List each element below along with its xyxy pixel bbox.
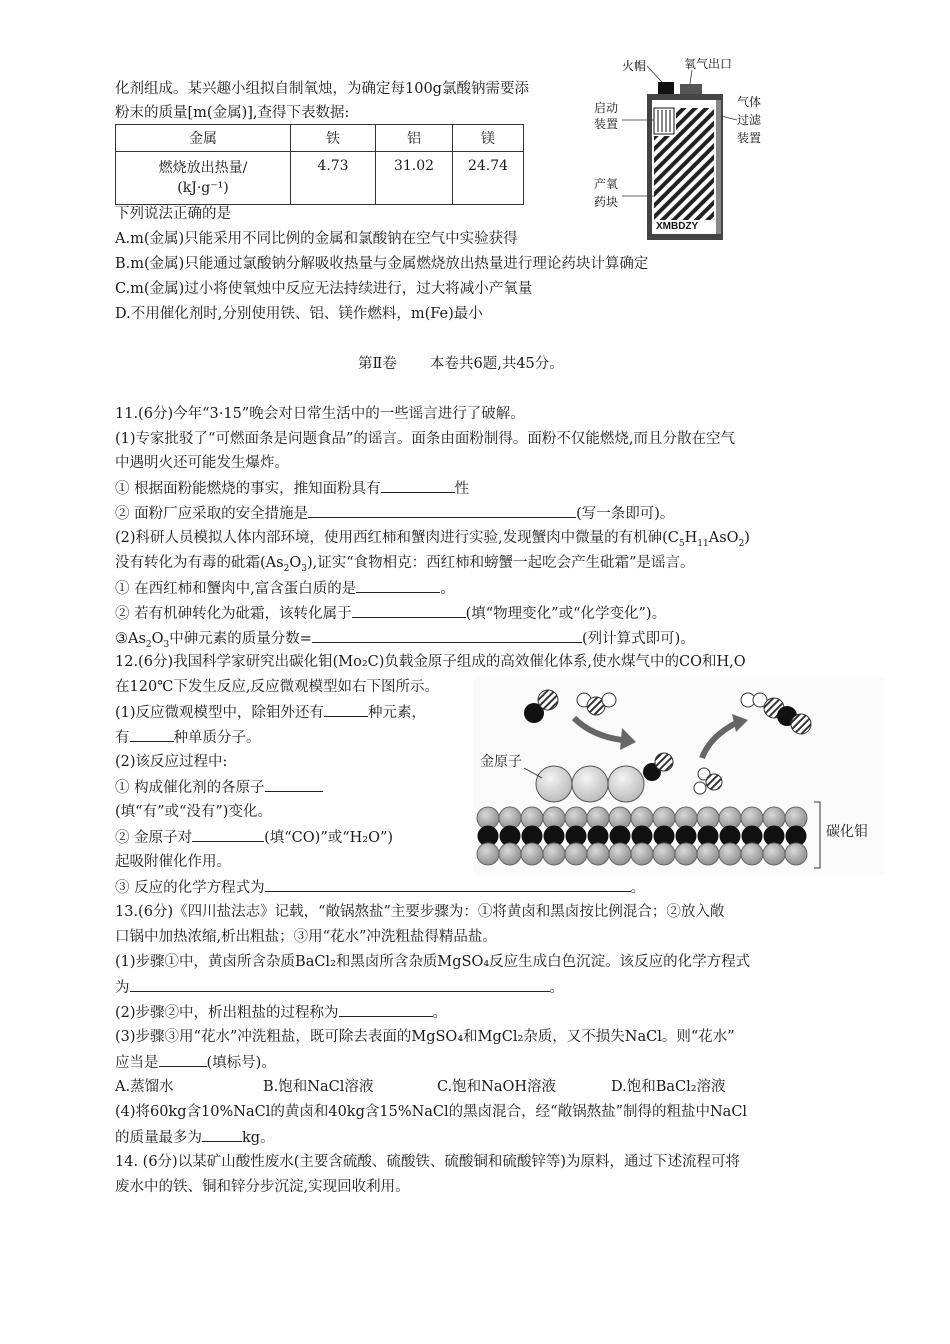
oxygen-block-shape	[654, 136, 714, 228]
q11-line-7: 没有转化为有毒的砒霜$(As_2O_3)$,证实“食物相克：西红柿和螃蟹一起吃会产生砒霜”是谣言。	[115, 555, 695, 574]
label-filter-1: 气体	[737, 95, 762, 109]
q13-line-10: 的质量最多为 kg。	[115, 1127, 275, 1148]
q10-option-c: C.m(金属)过小将使氧烛中反应无法持续进行，过大将减小产氧量	[115, 281, 533, 297]
answer-blank[interactable]	[192, 827, 264, 842]
answer-blank[interactable]	[352, 603, 466, 618]
q13-line-9: (4)将60kg含10%NaCl的黄卤和40kg含15%NaCl的黑卤混合，经“敞锅熬盐”制得的粗盐中NaCl	[115, 1104, 748, 1120]
q11-line-2: (1)专家批驳了“可燃面条是问题食品”的谣言。面条由面粉制得。面粉不仅能燃烧,而且分散在空气	[115, 431, 735, 447]
support-atom	[675, 843, 697, 865]
support-atom	[719, 843, 741, 865]
table-row	[116, 152, 524, 205]
row-label-line-1: 燃烧放出热量/	[158, 160, 248, 176]
support-atom	[477, 843, 499, 865]
label-filter-2: 过滤	[737, 113, 762, 127]
mo2c-label: 碳化钼	[826, 824, 868, 840]
label-start-2: 装置	[594, 117, 619, 131]
q11-line-9: ② 若有机砷转化为砒霜，该转化属于 (填“物理变化”或“化学变化”)。	[115, 603, 666, 624]
q12-line-7: (填“有”或“没有”)变化。	[115, 804, 272, 820]
answer-blank[interactable]	[356, 578, 440, 593]
q11-line-6: (2)科研人员模拟人体内部环境，使用西红柿和蟹肉进行实验,发现蟹肉中微量的有机砷$(C_5H_{11}AsO_2)$	[115, 530, 750, 549]
q14-line-2: 废水中的铁、铜和锌分步沉淀,实现回收利用。	[115, 1179, 410, 1195]
q11-line-1: 11.(6分)今年“3·15”晚会对日常生活中的一些谣言进行了破解。	[115, 406, 525, 422]
watermark: XMBDZY	[656, 221, 699, 232]
table-header-metal: 金属	[116, 125, 291, 152]
q13-line-5: (2)步骤②中，析出粗盐的过程称为 。	[115, 1002, 447, 1023]
q12-line-9: 起吸附催化作用。	[115, 854, 231, 870]
q10-option-a: A.m(金属)只能采用不同比例的金属和氯酸钠在空气中实验获得	[115, 231, 518, 247]
gold-atom	[536, 766, 572, 802]
q12-line-4: 有 种单质分子。	[115, 727, 261, 748]
outlet-shape	[680, 84, 702, 94]
h2o-h	[602, 693, 616, 707]
support-atom	[565, 843, 587, 865]
row-label-line-2: (kJ·g⁻¹)	[177, 180, 229, 196]
section-desc: 本卷共6题,共45分。	[430, 356, 564, 372]
label-cap: 火帽	[622, 59, 647, 73]
q12-line-8: ② 金原子对 (填“CO)”或“H₂O”)	[115, 827, 393, 848]
q13-line-1: 13.(6分)《四川盐法志》记载，“敞锅熬盐”主要步骤为：①将黄卤和黑卤按比例混合；②放入敞	[115, 904, 725, 920]
co-molecule-o	[538, 690, 558, 710]
table-header-al: 铝	[376, 125, 453, 152]
support-atom	[697, 843, 719, 865]
filter-strip	[716, 100, 721, 234]
answer-blank[interactable]	[324, 702, 368, 717]
table-row	[116, 125, 524, 152]
label-filter-3: 装置	[737, 131, 762, 145]
answer-blank[interactable]	[265, 777, 323, 792]
section-title: 第Ⅱ卷	[358, 356, 397, 372]
catalyst-model-diagram	[474, 678, 884, 874]
support-atom	[785, 843, 807, 865]
q12-line-10: ③ 反应的化学方程式为 。	[115, 877, 645, 898]
support-atom	[499, 843, 521, 865]
gold-atom-label: 金原子	[480, 754, 522, 770]
table-cell-mg: 24.74	[453, 152, 524, 205]
answer-blank[interactable]	[339, 1002, 433, 1017]
q13-option-a: A.蒸馏水	[115, 1079, 174, 1095]
answer-blank[interactable]	[381, 478, 455, 493]
support-atom	[521, 843, 543, 865]
q10-stem: 下列说法正确的是	[115, 206, 231, 222]
q13-line-2: 口锅中加热浓缩,析出粗盐；③用“花水”冲洗粗盐得精品盐。	[115, 929, 497, 945]
answer-blank[interactable]	[265, 877, 631, 892]
metal-heat-table	[115, 124, 524, 205]
q11-line-4: ① 根据面粉能燃烧的事实，推知面粉具有 性	[115, 478, 469, 499]
q13-option-b: B.饱和NaCl溶液	[263, 1079, 374, 1095]
answer-blank[interactable]	[130, 977, 550, 992]
q12-line-2: 在120℃下发生反应,反应微观模型如右下图所示。	[115, 679, 440, 695]
label-block-1: 产氧	[594, 177, 619, 191]
gold-atom	[608, 766, 644, 802]
q13-line-7: 应当是 (填标号)。	[115, 1052, 276, 1073]
q13-option-d: D.饱和BaCl₂溶液	[611, 1079, 726, 1095]
oxygen-candle-diagram	[592, 50, 777, 250]
cap-shape	[658, 82, 674, 96]
q11-line-5: ② 面粉厂应采取的安全措施是 (写一条即可)。	[115, 503, 674, 524]
answer-blank[interactable]	[312, 628, 582, 643]
q12-line-5: (2)该反应过程中:	[115, 754, 228, 770]
table-cell-al: 31.02	[376, 152, 453, 205]
label-start-1: 启动	[594, 101, 619, 115]
q13-line-4: 为 。	[115, 977, 564, 998]
intro-line-1: 化剂组成。某兴趣小组拟自制氧烛，为确定每100g氯酸钠需要添	[115, 81, 529, 97]
label-block-2: 药块	[594, 195, 619, 209]
label-outlet: 氧气出口	[684, 57, 733, 71]
q14-line-1: 14. (6分)以某矿山酸性废水(主要含硫酸、硫酸铁、硫酸铜和硫酸锌等)为原料，通过下述流程可将	[115, 1154, 741, 1170]
q11-line-3: 中遇明火还可能发生爆炸。	[115, 455, 289, 471]
co2-o	[791, 714, 811, 734]
table-cell-fe: 4.73	[291, 152, 376, 205]
support-atom	[631, 843, 653, 865]
q10-option-b: B.m(金属)只能通过氯酸钠分解吸收热量与金属燃烧放出热量进行理论药块计算确定	[115, 256, 649, 272]
q12-line-1: 12.(6分)我国科学家研究出碳化钼(Mo₂C)负载金原子组成的高效催化体系,使水煤气中的CO和H,O	[115, 654, 746, 670]
support-atom	[609, 843, 631, 865]
support-atom	[741, 843, 763, 865]
start-device-shape	[654, 108, 674, 134]
answer-blank[interactable]	[130, 727, 174, 742]
q10-option-d: D.不用催化剂时,分别使用铁、铝、镁作燃料，m(Fe)最小	[115, 306, 483, 322]
gold-atom	[572, 766, 608, 802]
support-atom	[543, 843, 565, 865]
answer-blank[interactable]	[202, 1127, 242, 1142]
q12-line-3: (1)反应微观模型中，除钼外还有 种元素，	[115, 702, 426, 723]
table-header-fe: 铁	[291, 125, 376, 152]
table-header-mg: 镁	[453, 125, 524, 152]
q13-option-c: C.饱和NaOH溶液	[437, 1079, 557, 1095]
q13-line-3: (1)步骤①中，黄卤所含杂质BaCl₂和黑卤所含杂质MgSO₄反应生成白色沉淀。该反应的化学方程式	[115, 954, 751, 970]
answer-blank[interactable]	[308, 503, 576, 518]
mo2c-support	[477, 807, 807, 865]
q13-line-6: (3)步骤③用“花水”冲洗粗盐，既可除去表面的MgSO₄和MgCl₂杂质，又不损失NaCl。则“花水”	[115, 1029, 735, 1045]
table-row-label	[116, 152, 291, 205]
q12-line-6: ① 构成催化剂的各原子	[115, 777, 323, 798]
answer-blank[interactable]	[159, 1052, 207, 1067]
support-atom	[763, 843, 785, 865]
support-atom	[653, 843, 675, 865]
support-atom	[587, 843, 609, 865]
intro-line-2: 粉末的质量[m(金属)],查得下表数据:	[115, 105, 350, 121]
q11-line-8: ① 在西红柿和蟹肉中,富含蛋白质的是 。	[115, 578, 455, 599]
q11-line-10: $③As_2O_3$中砷元素的质量分数= (列计算式即可)。	[115, 628, 695, 655]
